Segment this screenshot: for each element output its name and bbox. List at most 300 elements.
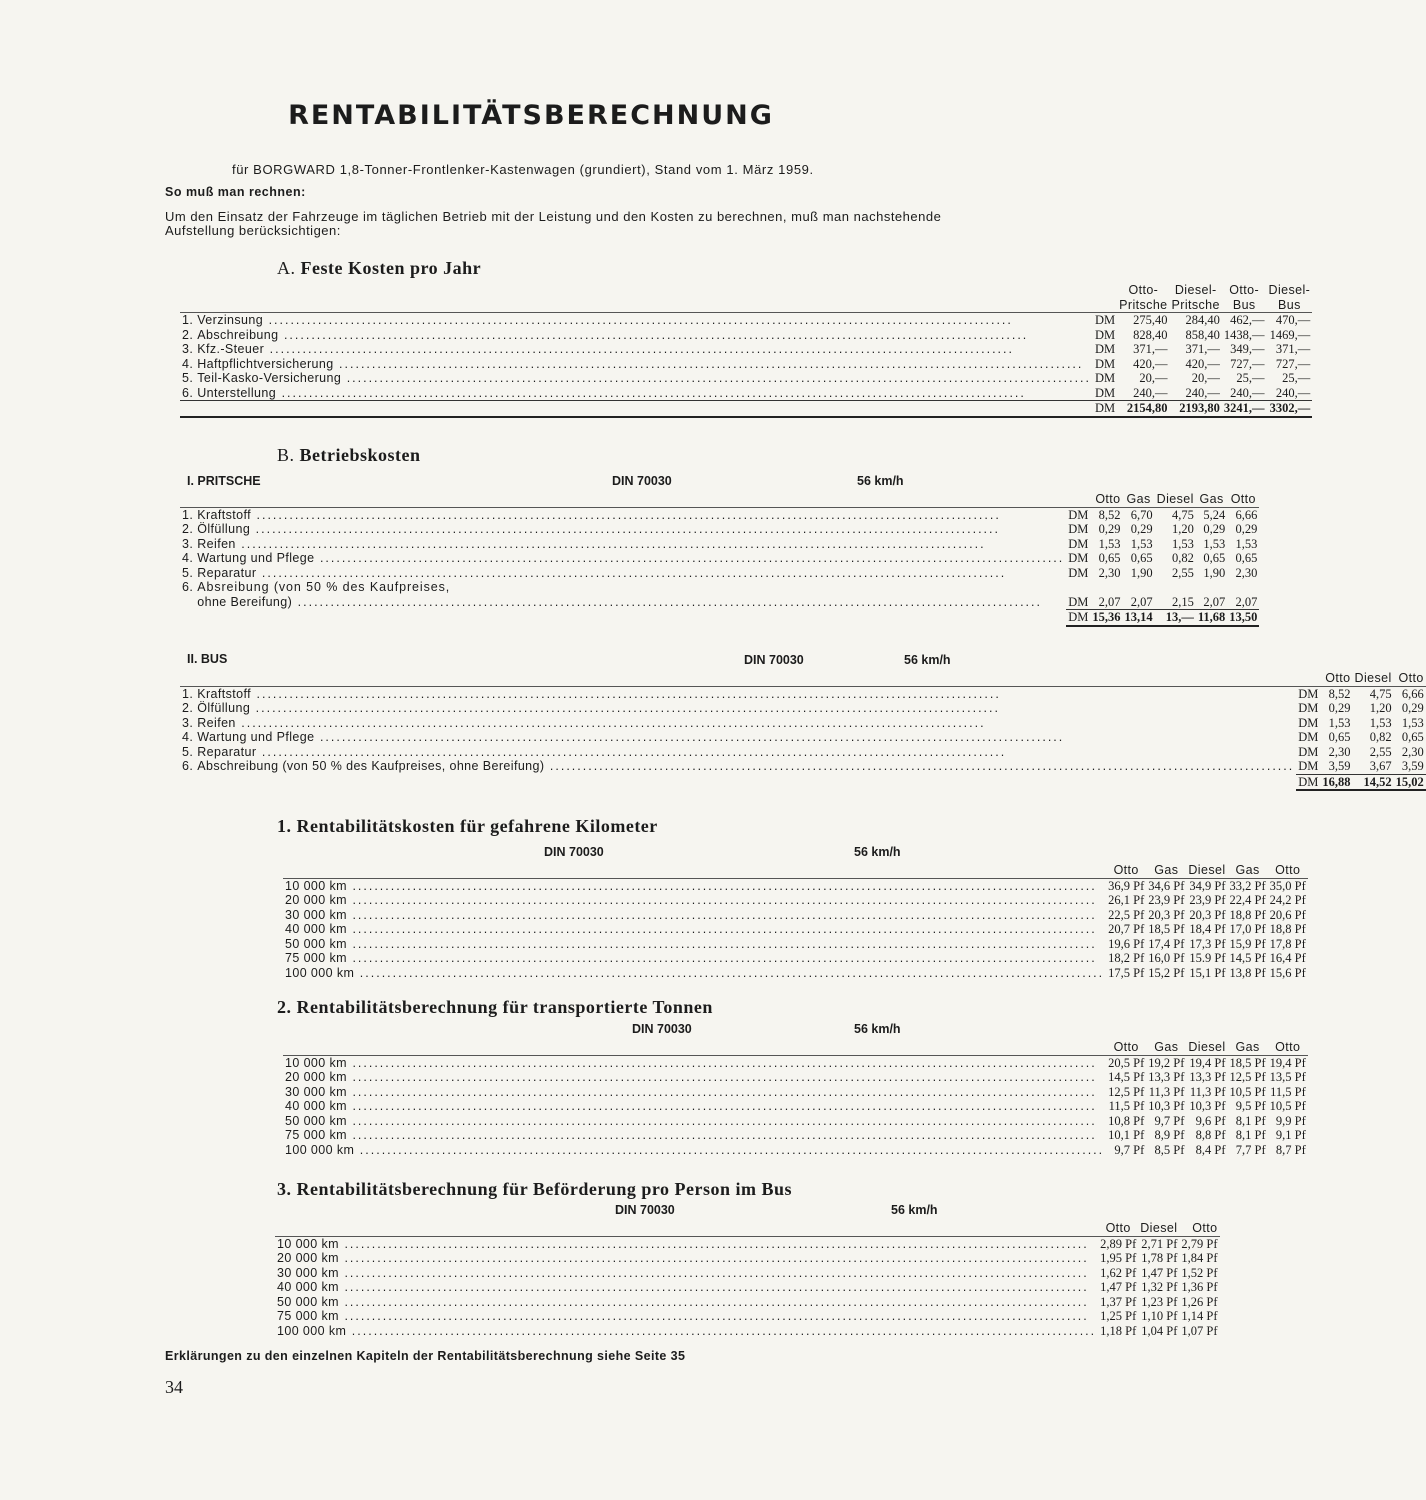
row-label-cell [275, 1309, 1098, 1324]
row-label-cell [283, 937, 1106, 952]
currency-label: DM [1068, 565, 1089, 580]
value-cell: 13,3 Pf [1148, 1070, 1185, 1084]
currency-label: DM [1068, 594, 1089, 609]
table-row [283, 878, 1308, 893]
value-cell: 2,15 [1171, 594, 1194, 609]
value-cell: 0,29 [1130, 522, 1153, 536]
row-number: 1. [182, 507, 194, 522]
row-number: 3. [182, 536, 194, 551]
table-row [180, 537, 1259, 552]
row-label-cell [195, 386, 1093, 401]
value-cell: 2,55 [1369, 744, 1392, 759]
row-label-cell [275, 1236, 1098, 1251]
bus-col-headers [180, 671, 1426, 686]
currency-label: DM [1298, 686, 1319, 701]
row-label: Absreibung (von 50 % des Kaufpreises, [197, 580, 451, 594]
value-cell: 8,8 Pf [1195, 1128, 1226, 1142]
currency-label: DM [1095, 385, 1116, 400]
value-cell: 25,— [1282, 371, 1311, 385]
table-row [275, 1266, 1220, 1281]
value-cell: 10,5 Pf [1229, 1084, 1266, 1099]
value-cell: 0,65 [1235, 551, 1258, 565]
section-2-speed: 56 km/h [854, 1022, 901, 1036]
value-cell: 13,8 Pf [1229, 965, 1266, 980]
row-label-cell [283, 1143, 1106, 1158]
row-number: 3. [182, 342, 194, 356]
row-label: Teil-Kasko-Versicherung ..... [197, 371, 1091, 385]
row-label: Kraftstoff ..... [197, 687, 1001, 701]
section-3-heading [277, 1179, 792, 1200]
table-row [180, 701, 1426, 716]
row-label-cell [195, 716, 1296, 731]
section-b-heading [277, 445, 421, 466]
value-cell: 20,7 Pf [1108, 922, 1145, 936]
row-number: 6. [182, 385, 194, 400]
row-label: 10 000 km ..... [285, 879, 1097, 893]
total-cell: 3241,— [1223, 401, 1265, 415]
value-cell: 240,— [1185, 385, 1220, 400]
row-label-cell [195, 730, 1296, 745]
value-cell: 17,8 Pf [1269, 936, 1306, 951]
spacer [180, 401, 195, 417]
row-label-cell [283, 1055, 1106, 1070]
value-cell: 8,5 Pf [1154, 1142, 1185, 1157]
fixed-costs-table [180, 283, 1312, 418]
row-label: Kraftstoff ..... [197, 508, 1001, 522]
row-label-cell [195, 701, 1296, 716]
total-cell: 2154,80 [1126, 401, 1168, 415]
row-label: 10 000 km ..... [285, 1056, 1097, 1070]
row-label-cell [195, 371, 1093, 386]
table-row [180, 313, 1312, 328]
value-cell: 14,5 Pf [1108, 1070, 1145, 1084]
value-cell: 0,82 [1369, 730, 1392, 744]
row-label: 75 000 km ..... [277, 1309, 1089, 1323]
row-label: 20 000 km ..... [277, 1251, 1089, 1265]
row-label: Abschreibung (von 50 % des Kaufpreises, ohne Bereifung) ..... [197, 759, 1294, 773]
value-cell: 9,5 Pf [1235, 1099, 1266, 1113]
value-cell: 10,1 Pf [1108, 1128, 1145, 1142]
value-cell: 17,3 Pf [1189, 936, 1226, 951]
value-cell: 1438,— [1223, 327, 1265, 342]
value-cell: 371,— [1185, 342, 1220, 356]
col-header: Diesel [1140, 1221, 1178, 1235]
row-label-cell [275, 1280, 1098, 1295]
value-cell: 4,75 [1171, 507, 1194, 522]
row-label: ohne Bereifung) ..... [197, 595, 1042, 609]
section-2-din: DIN 70030 [632, 1022, 692, 1036]
value-cell: 18,5 Pf [1148, 922, 1185, 936]
row-label-cell [283, 1099, 1106, 1114]
value-cell: 3,67 [1369, 759, 1392, 773]
col-header: Pritsche [1171, 297, 1220, 312]
value-cell: 10,5 Pf [1269, 1099, 1306, 1113]
value-cell: 23,9 Pf [1148, 893, 1185, 907]
value-cell: 6,66 [1401, 686, 1424, 701]
table-row [275, 1251, 1220, 1266]
value-cell: 1469,— [1269, 327, 1311, 342]
value-cell: 1,84 Pf [1181, 1251, 1218, 1265]
pritsche-col-headers [180, 492, 1259, 507]
value-cell: 1,53 [1328, 715, 1351, 730]
row-label-cell [283, 878, 1106, 893]
row-label: 50 000 km ..... [285, 937, 1097, 951]
row-label: Unterstellung ..... [197, 386, 1026, 400]
value-cell: 20,5 Pf [1108, 1055, 1145, 1070]
total-cell: 15,02 [1395, 774, 1424, 789]
col-header: Bus [1277, 297, 1301, 312]
total-cell: 15,36 [1092, 610, 1121, 624]
value-cell: 10,8 Pf [1108, 1113, 1145, 1128]
col-header: Gas [1154, 1040, 1179, 1054]
value-cell: 1,62 Pf [1100, 1265, 1137, 1280]
bus-table [180, 671, 1426, 791]
row-label: 20 000 km ..... [285, 893, 1097, 907]
section-1-speed: 56 km/h [854, 845, 901, 859]
row-label: Kfz.-Steuer ..... [197, 342, 1014, 356]
row-label-cell [275, 1324, 1098, 1339]
value-cell: 18,5 Pf [1229, 1055, 1266, 1070]
value-cell: 20,— [1139, 371, 1168, 385]
value-cell: 4,75 [1369, 686, 1392, 701]
value-cell: 9,6 Pf [1195, 1113, 1226, 1128]
value-cell: 19,2 Pf [1148, 1055, 1185, 1070]
table-row [275, 1295, 1220, 1310]
table-row [275, 1236, 1220, 1251]
value-cell: 15,6 Pf [1269, 965, 1306, 980]
page-subtitle: für BORGWARD 1,8-Tonner-Frontlenker-Kastenwagen (grundiert), Stand vom 1. März 1959. [232, 162, 814, 177]
row-number: 2. [182, 327, 194, 342]
row-label: 50 000 km ..... [285, 1114, 1097, 1128]
value-cell: 20,— [1191, 371, 1220, 385]
total-cell: 13,— [1155, 610, 1196, 626]
value-cell: 3,59 [1328, 759, 1351, 773]
currency-label: DM [1298, 730, 1319, 744]
currency-label: DM [1095, 327, 1116, 342]
value-cell: 0,29 [1203, 522, 1226, 536]
value-cell: 1,90 [1203, 565, 1226, 580]
row-label-cell [195, 507, 1066, 522]
row-label-cell [195, 551, 1066, 566]
section-a-heading [277, 258, 481, 279]
row-label-cell [283, 893, 1106, 908]
value-cell: 0,29 [1235, 522, 1258, 536]
value-cell: 2,55 [1171, 565, 1194, 580]
value-cell: 6,66 [1235, 507, 1258, 522]
value-cell: 8,1 Pf [1235, 1113, 1266, 1128]
table-row [283, 1099, 1308, 1114]
row-label: 40 000 km ..... [277, 1280, 1089, 1294]
value-cell: 8,52 [1098, 507, 1121, 522]
section-2-heading [277, 997, 713, 1018]
value-cell: 9,7 Pf [1114, 1142, 1145, 1157]
row-label-cell [283, 1085, 1106, 1100]
value-cell: 14,5 Pf [1229, 951, 1266, 965]
footer-note: Erklärungen zu den einzelnen Kapiteln der Rentabilitätsberechnung siehe Seite 35 [165, 1349, 686, 1363]
row-number: 6. [182, 580, 194, 594]
table-row [275, 1324, 1220, 1339]
table-row [283, 966, 1308, 981]
value-cell: 23,9 Pf [1189, 893, 1226, 907]
row-label-cell [283, 1114, 1106, 1129]
value-cell: 1,90 [1130, 565, 1153, 580]
table-row [180, 551, 1259, 566]
row-label: 30 000 km ..... [285, 908, 1097, 922]
table-row [180, 730, 1426, 745]
row-label-cell [195, 537, 1066, 552]
spacer [180, 610, 195, 626]
total-cell: 16,88 [1322, 774, 1351, 789]
currency-label: DM [1095, 313, 1116, 327]
col-header: Otto [1275, 863, 1301, 877]
currency-label: DM [1298, 701, 1319, 715]
table-row [180, 580, 1259, 595]
table-row [180, 371, 1312, 386]
value-cell: 17,5 Pf [1108, 965, 1145, 980]
value-cell: 1,53 [1098, 536, 1121, 551]
value-cell: 22,4 Pf [1229, 893, 1266, 907]
row-number: 4. [182, 730, 194, 744]
col-header: Bus [1232, 297, 1256, 312]
value-cell: 18,2 Pf [1108, 951, 1145, 965]
currency-label: DM [1095, 401, 1116, 415]
value-cell: 2,07 [1098, 594, 1121, 609]
value-cell: 0,65 [1328, 730, 1351, 744]
row-number: 6. [182, 759, 194, 774]
value-cell: 5,24 [1203, 507, 1226, 522]
value-cell: 9,7 Pf [1154, 1113, 1185, 1128]
value-cell: 2,07 [1203, 594, 1226, 609]
value-cell: 858,40 [1185, 327, 1220, 342]
col-header: Diesel- [1268, 283, 1311, 297]
value-cell: 1,04 Pf [1141, 1323, 1178, 1338]
row-number: 4. [182, 551, 194, 565]
value-cell: 240,— [1133, 385, 1168, 400]
value-cell: 1,78 Pf [1141, 1251, 1178, 1265]
value-cell: 10,3 Pf [1148, 1099, 1185, 1113]
value-cell: 1,53 [1369, 715, 1392, 730]
value-cell: 1,14 Pf [1181, 1309, 1218, 1323]
value-cell: 19,4 Pf [1189, 1055, 1226, 1070]
value-cell: 284,40 [1185, 313, 1220, 327]
col-header: Gas [1126, 492, 1151, 506]
section-2-title: 2. Rentabilitätsberechnung für transportierte Tonnen [277, 997, 713, 1017]
value-cell: 15.9 Pf [1189, 951, 1226, 965]
col-header: Otto [1230, 492, 1256, 506]
row-number: 5. [182, 371, 194, 385]
value-cell: 18,8 Pf [1269, 922, 1306, 936]
lead-text: So muß man rechnen: [165, 185, 306, 199]
row-label-cell [195, 313, 1093, 328]
value-cell: 240,— [1275, 385, 1311, 400]
table-row [283, 1114, 1308, 1129]
row-label: 40 000 km ..... [285, 1099, 1097, 1113]
value-cell: 0,65 [1130, 551, 1153, 565]
value-cell: 349,— [1230, 342, 1265, 356]
table-row [180, 745, 1426, 760]
value-cell: 420,— [1185, 356, 1220, 371]
row-label: Reparatur ..... [197, 566, 1006, 580]
row-label-cell [195, 566, 1066, 581]
row-label: 30 000 km ..... [277, 1266, 1089, 1280]
value-cell: 10,3 Pf [1189, 1099, 1226, 1113]
value-cell: 2,30 [1328, 744, 1351, 759]
table-row [180, 357, 1312, 372]
value-cell: 1,32 Pf [1141, 1280, 1178, 1294]
value-cell: 8,7 Pf [1275, 1142, 1306, 1157]
row-label-cell [195, 759, 1296, 774]
value-cell: 20,3 Pf [1148, 907, 1185, 922]
table-row [283, 1085, 1308, 1100]
value-cell: 1,25 Pf [1100, 1309, 1137, 1323]
row-label: 100 000 km ..... [285, 966, 1104, 980]
row-number: 3. [182, 715, 194, 730]
table-row [180, 595, 1259, 610]
value-cell: 2,30 [1098, 565, 1121, 580]
col-header: Diesel [1354, 671, 1392, 685]
row-label-cell [275, 1251, 1098, 1266]
value-cell: 36,9 Pf [1108, 878, 1145, 893]
currency-label: DM [1298, 759, 1319, 773]
value-cell: 470,— [1275, 313, 1311, 327]
value-cell: 0,29 [1328, 701, 1351, 715]
col-header: Diesel [1156, 492, 1194, 506]
value-cell: 26,1 Pf [1108, 893, 1145, 907]
pritsche-table [180, 492, 1259, 627]
total-row [180, 401, 1312, 417]
value-cell: 2,07 [1130, 594, 1153, 609]
row-label: 50 000 km ..... [277, 1295, 1089, 1309]
spacer [195, 610, 1066, 626]
row-number: 5. [182, 565, 194, 580]
table-row [180, 328, 1312, 343]
row-label-cell [283, 966, 1106, 981]
total-row [180, 774, 1426, 790]
value-cell: 420,— [1133, 356, 1168, 371]
value-cell: 11,5 Pf [1108, 1099, 1145, 1113]
row-label: 75 000 km ..... [285, 1128, 1097, 1142]
value-cell: 371,— [1275, 342, 1311, 356]
section-2-col-headers [283, 1040, 1308, 1055]
value-cell: 35,0 Pf [1269, 878, 1306, 893]
col-header: Otto [1105, 1221, 1131, 1235]
bus-speed: 56 km/h [904, 653, 951, 667]
bus-din: DIN 70030 [744, 653, 804, 667]
value-cell: 13,3 Pf [1189, 1070, 1226, 1084]
value-cell: 11,3 Pf [1189, 1084, 1226, 1099]
row-label: Ölfüllung ..... [197, 522, 1000, 536]
table-row [180, 716, 1426, 731]
value-cell: 13,5 Pf [1269, 1070, 1306, 1084]
section-b-title: Betriebskosten [299, 445, 421, 465]
row-label-cell [195, 328, 1093, 343]
spacer [195, 401, 1093, 417]
table-row [283, 1070, 1308, 1085]
row-label-cell [283, 908, 1106, 923]
value-cell: 24,2 Pf [1269, 893, 1306, 907]
section-1-din: DIN 70030 [544, 845, 604, 859]
tonnes-table [283, 1040, 1308, 1157]
currency-label: DM [1298, 774, 1319, 789]
pritsche-din: DIN 70030 [612, 474, 672, 488]
value-cell: 15,9 Pf [1229, 936, 1266, 951]
value-cell: 2,89 Pf [1100, 1236, 1137, 1251]
spacer [180, 774, 195, 790]
value-cell: 8,9 Pf [1154, 1128, 1185, 1142]
col-header: Otto [1325, 671, 1351, 685]
value-cell: 1,47 Pf [1141, 1265, 1178, 1280]
value-cell: 6,70 [1130, 507, 1153, 522]
col-header: Diesel [1188, 863, 1226, 877]
value-cell: 19,4 Pf [1269, 1055, 1306, 1070]
row-label: Verzinsung ..... [197, 313, 1013, 327]
value-cell: 1,23 Pf [1141, 1294, 1178, 1309]
value-cell: 0,65 [1098, 551, 1121, 565]
section-3-din: DIN 70030 [615, 1203, 675, 1217]
row-label-cell [283, 922, 1106, 937]
section-3-col-headers [275, 1221, 1220, 1236]
value-cell: 17,0 Pf [1229, 922, 1266, 936]
col-header: Gas [1235, 863, 1260, 877]
table-row [283, 922, 1308, 937]
row-label-cell [195, 745, 1296, 760]
spacer [195, 774, 1296, 790]
table-row [283, 1055, 1308, 1070]
value-cell: 9,9 Pf [1275, 1113, 1306, 1128]
table-row [275, 1280, 1220, 1295]
value-cell: 33,2 Pf [1229, 878, 1266, 893]
value-cell: 727,— [1275, 356, 1311, 371]
value-cell: 1,37 Pf [1100, 1294, 1137, 1309]
col-header: Otto [1398, 671, 1424, 685]
col-header: Otto [1113, 1040, 1139, 1054]
value-cell: 1,53 [1130, 536, 1153, 551]
col-header: Otto [1275, 1040, 1301, 1054]
row-label: 75 000 km ..... [285, 951, 1097, 965]
currency-label: DM [1298, 744, 1319, 759]
value-cell: 275,40 [1133, 313, 1168, 327]
fixed-costs-header-1 [180, 283, 1312, 298]
table-row [283, 893, 1308, 908]
row-label: 40 000 km ..... [285, 922, 1097, 936]
value-cell: 1,20 [1369, 701, 1392, 715]
row-label-cell [283, 1070, 1106, 1085]
value-cell: 462,— [1230, 313, 1265, 327]
value-cell: 25,— [1236, 371, 1265, 385]
value-cell: 20,3 Pf [1189, 907, 1226, 922]
value-cell: 18,8 Pf [1229, 907, 1266, 922]
person-table [275, 1221, 1220, 1338]
col-header: Diesel [1188, 1040, 1226, 1054]
row-label: 20 000 km ..... [285, 1070, 1097, 1084]
value-cell: 2,30 [1401, 744, 1424, 759]
currency-label: DM [1068, 551, 1089, 565]
value-cell: 1,20 [1171, 522, 1194, 536]
value-cell: 0,65 [1401, 730, 1424, 744]
value-cell: 1,52 Pf [1181, 1265, 1218, 1280]
value-cell: 18,4 Pf [1189, 922, 1226, 936]
row-number: 2. [182, 701, 194, 715]
row-label: Wartung und Pflege ..... [197, 730, 1064, 744]
section-1-col-headers [283, 863, 1308, 878]
row-label: Reparatur ..... [197, 745, 1006, 759]
col-header: Otto [1113, 863, 1139, 877]
row-label: Ölfüllung ..... [197, 701, 1000, 715]
value-cell: 0,82 [1171, 551, 1194, 565]
row-number: 1. [182, 686, 194, 701]
row-label-cell [195, 522, 1066, 537]
row-label-cell [195, 686, 1296, 701]
